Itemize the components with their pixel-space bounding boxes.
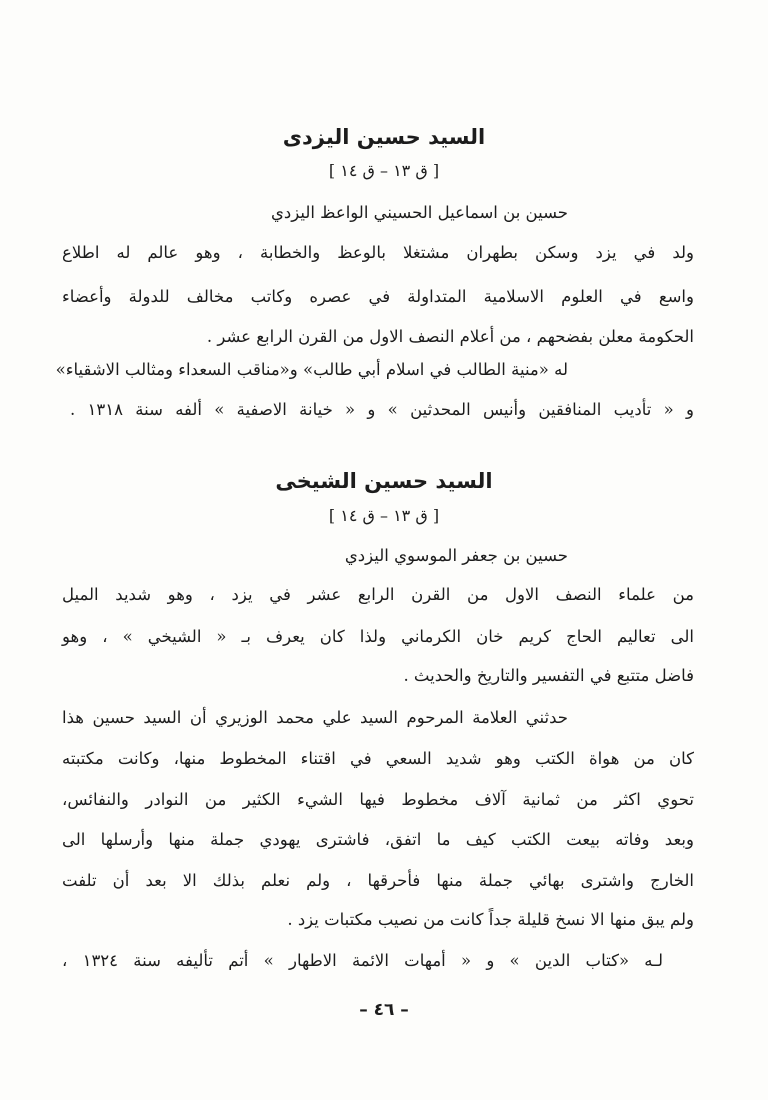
page-number: – ٤٦ – [359, 1000, 409, 1020]
text-line: كان من هواة الكتب وهو شديد السعي في اقتناء المخطوط منها، وكانت مكتبته [62, 749, 694, 768]
text-line: واسع في العلوم الاسلامية المتداولة في عصره وكاتب مخالف للدولة وأعضاء [62, 287, 694, 306]
text-line: له «منية الطالب في اسلام أبي طالب» و«مناقب السعداء ومثالب الاشقياء» [55, 360, 568, 379]
entry-title: السيد حسين اليزدى [282, 125, 486, 149]
text-line: ولد في يزد وسكن بطهران مشتغلا بالوعظ والخطابة ، وهو عالم له اطلاع [62, 243, 694, 262]
entry-name-line: حسين بن اسماعيل الحسيني الواعظ اليزدي [270, 203, 568, 222]
text-line: وبعد وفاته بيعت الكتب كيف ما اتفق، فاشترى يهودي جملة منها وأرسلها الى [62, 830, 694, 849]
text-line: الحكومة معلن بفضحهم ، من أعلام النصف الاول من القرن الرابع عشر . [206, 327, 694, 346]
entry-dates: [ ق ١٣ – ق ١٤ ] [328, 506, 440, 525]
text-line: لـه «كتاب الدين » و « أمهات الائمة الاطهار » أتم تأليفه سنة ١٣٢٤ ، [62, 951, 663, 970]
entry-title: السيد حسين الشيخى [275, 469, 493, 493]
entry-dates: [ ق ١٣ – ق ١٤ ] [328, 161, 440, 180]
text-line: من علماء النصف الاول من القرن الرابع عشر في يزد ، وهو شديد الميل [62, 585, 694, 604]
text-line: الى تعاليم الحاج كريم خان الكرماني ولذا كان يعرف بـ « الشيخي » ، وهو [62, 627, 694, 646]
text-line: ولم يبق منها الا نسخ قليلة جداً كانت من نصيب مكتبات يزد . [287, 910, 694, 929]
text-line: حدثني العلامة المرحوم السيد علي محمد الوزيري أن السيد حسين هذا [62, 708, 568, 727]
text-line: الخارج واشترى بهائي جملة منها فأحرقها ، ولم نعلم بذلك الا بعد أن تلفت [62, 871, 694, 890]
text-line: تحوي اكثر من ثمانية آلاف مخطوط فيها الشيء الكثير من النوادر والنفائس، [62, 790, 694, 809]
entry-name-line: حسين بن جعفر الموسوي اليزدي [344, 546, 568, 565]
text-line: و « تأديب المنافقين وأنيس المحدثين » و « خيانة الاصفية » ألفه سنة ١٣١٨ . [70, 400, 694, 419]
text-line: فاضل متتبع في التفسير والتاريخ والحديث . [403, 666, 694, 685]
